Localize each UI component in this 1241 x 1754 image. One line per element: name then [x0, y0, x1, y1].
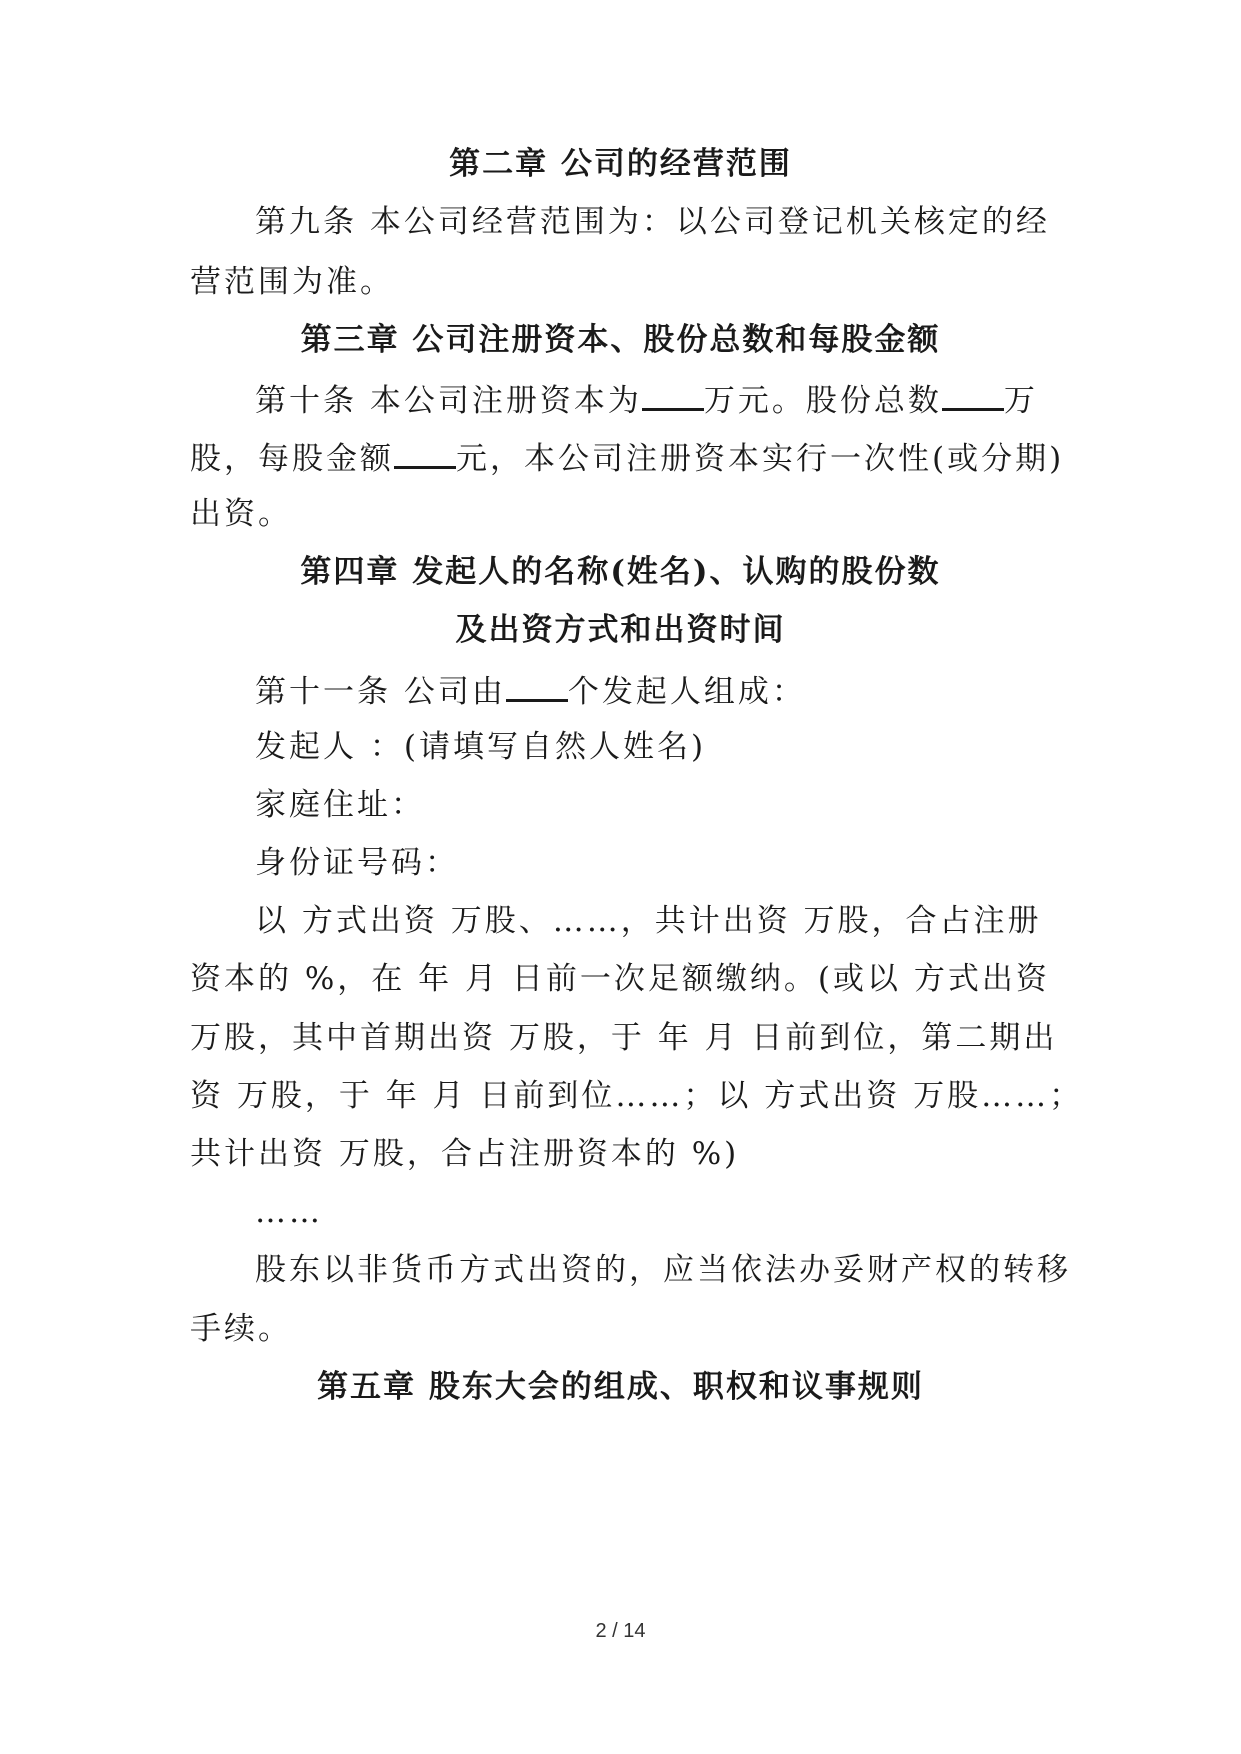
chapter-4-heading-line-2: 及出资方式和出资时间: [455, 612, 786, 648]
chapter-3-heading: 第三章 公司注册资本、股份总数和每股金额: [300, 322, 941, 358]
contribution-line-3: 万股，其中首期出资 万股，于 年 月 日前到位，第二期出: [190, 1020, 1058, 1056]
non-monetary-line-1: 股东以非货币方式出资的，应当依法办妥财产权的转移: [255, 1252, 1071, 1288]
article-9-line-2: 营范围为准。: [190, 264, 394, 300]
contribution-line-1: 以 方式出资 万股、……，共计出资 万股，合占注册: [255, 903, 1042, 939]
blank-underline: [506, 669, 568, 702]
promoter-line: 发起人 ：(请填写自然人姓名): [255, 729, 707, 765]
ellipsis-line: ……: [255, 1194, 323, 1230]
article-11: 第十一条 公司由 个发起人组成：: [0, 669, 1241, 712]
blank-underline: [394, 436, 456, 469]
contribution-line-4: 资 万股，于 年 月 日前到位……；以 方式出资 万股……；: [190, 1078, 1084, 1114]
chapter-4-heading-line-1: 第四章 发起人的名称(姓名)、认购的股份数: [300, 554, 941, 590]
article-10-line-1: 第十条 本公司注册资本为 万元。股份总数 万: [0, 378, 1241, 421]
blank-underline: [642, 378, 704, 411]
non-monetary-line-2: 手续。: [190, 1311, 292, 1347]
article-10-line-2: 股，每股金额 元，本公司注册资本实行一次性(或分期): [0, 436, 1241, 479]
contribution-line-5: 共计出资 万股，合占注册资本的 %): [190, 1136, 740, 1172]
article-9-line-1: 第九条 本公司经营范围为：以公司登记机关核定的经: [255, 204, 1050, 240]
chapter-5-heading: 第五章 股东大会的组成、职权和议事规则: [317, 1369, 924, 1405]
page-number: 2 / 14: [595, 1620, 646, 1642]
contribution-line-2: 资本的 %，在 年 月 日前一次足额缴纳。(或以 方式出资: [190, 961, 1050, 997]
chapter-2-heading: 第二章 公司的经营范围: [449, 146, 792, 182]
home-address-line: 家庭住址：: [255, 787, 425, 823]
article-10-line-3: 出资。: [190, 496, 292, 532]
blank-underline: [942, 378, 1004, 411]
id-number-line: 身份证号码：: [255, 845, 459, 881]
